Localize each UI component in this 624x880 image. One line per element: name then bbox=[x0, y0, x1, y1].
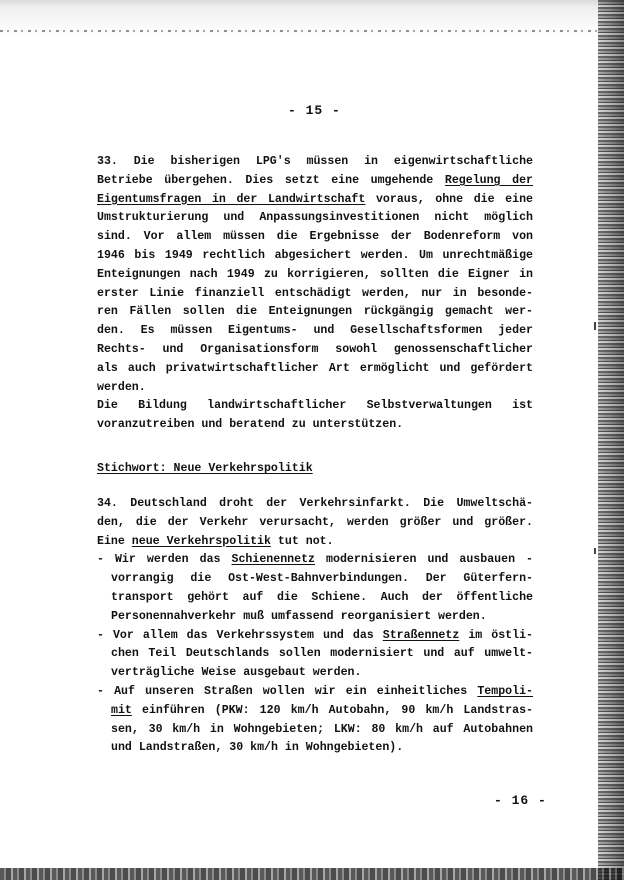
paragraph-33 bbox=[97, 153, 533, 435]
text-line bbox=[97, 247, 533, 266]
text-segment: einführen (PKW: 120 km/h Autobahn, 90 km/h Landstras- bbox=[131, 703, 533, 717]
text-segment: Eine bbox=[97, 534, 132, 548]
text-line bbox=[97, 589, 533, 608]
text-segment: 1946 bis 1949 rechtlich abgesichert werden. Um unrechtmäßige bbox=[97, 248, 533, 262]
text-line bbox=[97, 570, 533, 589]
text-segment: 34. Deutschland droht der Verkehrsinfarkt. Die Umweltschä- bbox=[97, 497, 533, 510]
text-line bbox=[97, 209, 533, 228]
text-segment: - Wir werden das bbox=[97, 553, 232, 567]
text-segment: Rechts- und Organisationsform sowohl genossenschaftlicher bbox=[97, 342, 533, 356]
underlined-text: Regelung der bbox=[444, 173, 533, 187]
text-segment: erster Linie finanziell entschädigt werden, nur in besonde- bbox=[97, 286, 533, 300]
underlined-text: mit bbox=[111, 703, 132, 717]
text-segment: Umstrukturierung und Anpassungsinvestitionen nicht möglich bbox=[97, 211, 533, 225]
scan-right-edge bbox=[598, 0, 624, 880]
text-line bbox=[97, 416, 533, 435]
text-line bbox=[97, 379, 533, 398]
text-segment: Personennahverkehr muß umfassend reorganisiert werden. bbox=[111, 609, 487, 623]
text-line bbox=[97, 721, 533, 740]
scan-speck bbox=[594, 548, 596, 554]
text-line bbox=[97, 322, 533, 341]
text-segment: als auch privatwirtschaftlicher Art ermöglicht und gefördert bbox=[97, 361, 533, 375]
text-segment: Enteignungen nach 1949 zu korrigieren, sollten die Eigner in bbox=[97, 267, 533, 281]
scan-speck bbox=[594, 322, 596, 330]
text-segment: transport gehört auf die Schiene. Auch der öffentliche bbox=[111, 590, 533, 604]
underlined-text: Tempoli- bbox=[477, 684, 533, 698]
underlined-text: Schienennetz bbox=[231, 553, 316, 567]
underlined-text: Eigentumsfragen in der Landwirtschaft bbox=[97, 192, 366, 206]
text-line bbox=[97, 608, 533, 627]
text-line bbox=[97, 360, 533, 379]
text-segment: tut not. bbox=[270, 534, 334, 548]
text-line bbox=[97, 739, 533, 758]
text-line bbox=[97, 266, 533, 285]
text-line bbox=[97, 228, 533, 247]
text-segment: im östli- bbox=[459, 628, 533, 642]
text-line bbox=[97, 172, 533, 191]
text-line bbox=[97, 191, 533, 210]
scan-top-edge bbox=[0, 30, 600, 32]
text-line bbox=[97, 153, 533, 172]
section-heading: Stichwort: Neue Verkehrspolitik bbox=[97, 462, 313, 475]
text-line bbox=[97, 285, 533, 304]
text-segment: und Landstraßen, 30 km/h in Wohngebieten). bbox=[111, 741, 404, 755]
scan-top-shadow bbox=[0, 0, 624, 40]
paragraph-34 bbox=[97, 495, 533, 758]
text-segment: vorrangig die Ost-West-Bahnverbindungen. Der Güterfern- bbox=[111, 572, 533, 586]
text-line bbox=[97, 627, 533, 646]
text-line bbox=[97, 551, 533, 570]
text-segment: Die Bildung landwirtschaftlicher Selbstverwaltungen ist bbox=[97, 399, 533, 413]
underlined-text: Straßennetz bbox=[382, 628, 460, 642]
text-line bbox=[97, 645, 533, 664]
text-segment: Betriebe übergehen. Dies setzt eine umgehende bbox=[97, 173, 445, 187]
text-line bbox=[97, 495, 533, 514]
text-line bbox=[97, 397, 533, 416]
scan-bottom-edge bbox=[0, 868, 624, 880]
text-segment: sind. Vor allem müssen die Ergebnisse der Bodenreform von bbox=[97, 230, 533, 244]
text-line bbox=[97, 683, 533, 702]
text-segment: ren Fällen sollen die Enteignungen rückgängig gemacht wer- bbox=[97, 305, 533, 319]
text-line bbox=[97, 702, 533, 721]
text-segment: - Vor allem das Verkehrssystem und das bbox=[97, 628, 383, 642]
text-segment: 33. Die bisherigen LPG's müssen in eigenwirtschaftliche bbox=[97, 155, 533, 168]
text-segment: chen Teil Deutschlands sollen modernisiert und auf umwelt- bbox=[111, 647, 533, 661]
text-line bbox=[97, 514, 533, 533]
page-number-bottom: - 16 - bbox=[494, 793, 547, 808]
text-line bbox=[97, 664, 533, 683]
underlined-text: neue Verkehrspolitik bbox=[131, 534, 271, 548]
text-segment: voranzutreiben und beratend zu unterstützen. bbox=[97, 418, 404, 432]
text-segment: den. Es müssen Eigentums- und Gesellschaftsformen jeder bbox=[97, 324, 533, 338]
text-segment: modernisieren und ausbauen - bbox=[315, 553, 534, 567]
text-segment: verträgliche Weise ausgebaut werden. bbox=[111, 666, 362, 680]
text-segment: den, die der Verkehr verursacht, werden größer und größer. bbox=[97, 515, 533, 529]
text-segment: voraus, ohne die eine bbox=[365, 192, 533, 206]
text-segment: sen, 30 km/h in Wohngebieten; LKW: 80 km/h auf Autobahnen bbox=[111, 722, 533, 736]
text-segment: - Auf unseren Straßen wollen wir ein einheitliches bbox=[97, 684, 478, 698]
text-line bbox=[97, 533, 533, 552]
text-line bbox=[97, 303, 533, 322]
page-number-top: - 15 - bbox=[288, 103, 341, 118]
text-segment: werden. bbox=[97, 380, 146, 394]
text-line bbox=[97, 341, 533, 360]
